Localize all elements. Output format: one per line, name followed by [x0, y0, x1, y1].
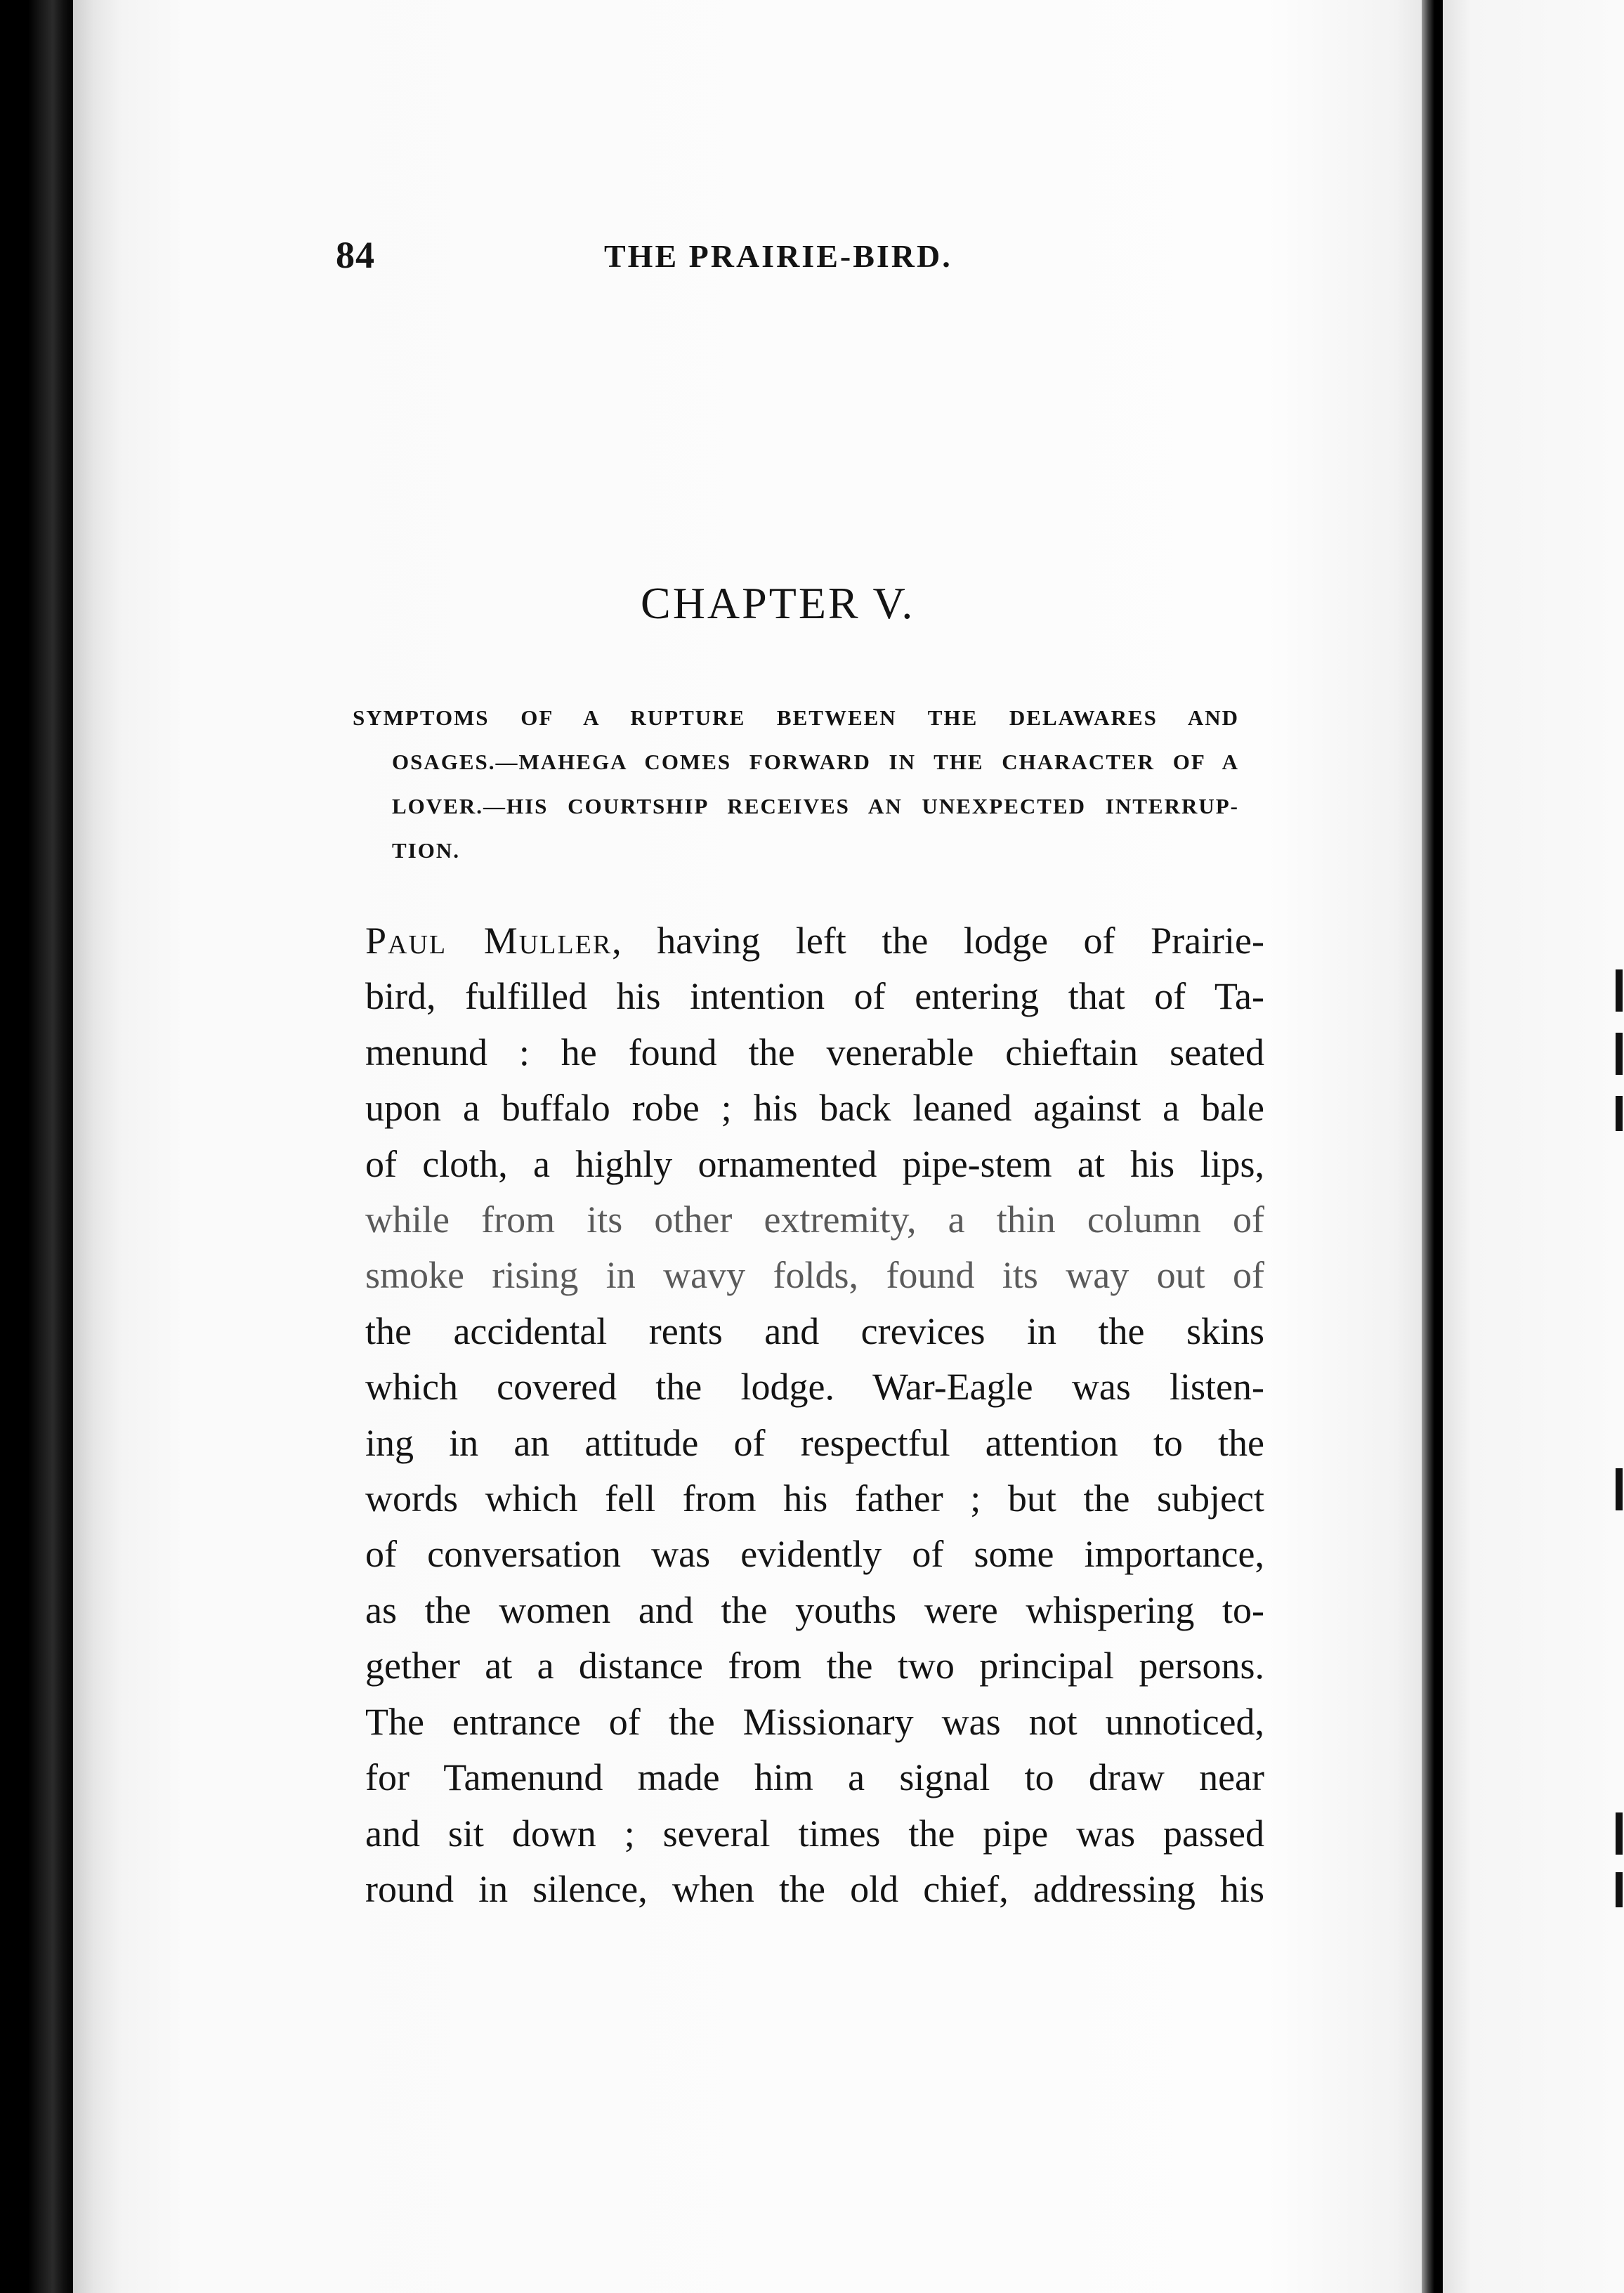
body-line: ing in an attitude of respectful attention to the: [365, 1421, 1264, 1464]
body-line: the accidental rents and crevices in the skins: [365, 1309, 1264, 1352]
synopsis-line: OSAGES.—MAHEGA COMES FORWARD IN THE CHARACTER OF A: [392, 750, 1239, 774]
body-line: The entrance of the Missionary was not unnoticed,: [365, 1700, 1264, 1743]
body-line: menund : he found the venerable chieftain seated: [365, 1031, 1264, 1073]
synopsis-line: SYMPTOMS OF A RUPTURE BETWEEN THE DELAWARES AND: [353, 705, 1239, 730]
body-line: of conversation was evidently of some importance,: [365, 1533, 1264, 1576]
running-title: THE PRAIRIE-BIRD.: [604, 238, 952, 274]
body-line: as the women and the youths were whispering to-: [365, 1588, 1264, 1631]
body-line: round in silence, when the old chief, addressing his: [365, 1867, 1264, 1910]
body-line: smoke rising in wavy folds, found its way out of: [365, 1254, 1264, 1297]
synopsis-line: TION.: [392, 838, 460, 863]
chapter-title: CHAPTER V.: [641, 578, 915, 628]
chapter-synopsis: [353, 695, 1239, 873]
body-line: for Tamenund made him a signal to draw near: [365, 1756, 1264, 1799]
body-line: while from its other extremity, a thin column of: [365, 1198, 1264, 1241]
binding-gutter: [1422, 0, 1443, 2293]
body-line: gether at a distance from the two principal persons.: [365, 1645, 1264, 1687]
body-line: upon a buffalo robe ; his back leaned against a bale: [365, 1087, 1264, 1130]
scan-left-edge: [0, 0, 73, 2293]
synopsis-line: LOVER.—HIS COURTSHIP RECEIVES AN UNEXPECTED INTERRUP-: [392, 794, 1239, 818]
page-number: 84: [336, 234, 375, 276]
body-line: bird, fulfilled his intention of entering that of Ta-: [365, 975, 1264, 1018]
adjacent-page-edge: [1443, 0, 1624, 2293]
opening-name: Paul Muller: [365, 920, 613, 962]
body-line: words which fell from his father ; but the subject: [365, 1477, 1264, 1520]
first-line-rest: , having left the lodge of Prairie-: [612, 920, 1264, 962]
body-line: of cloth, a highly ornamented pipe-stem at his lips,: [365, 1142, 1264, 1185]
body-text: [365, 913, 1264, 1917]
body-line: which covered the lodge. War-Eagle was listen-: [365, 1366, 1264, 1409]
body-line-first: [365, 913, 1264, 969]
body-line: and sit down ; several times the pipe was passed: [365, 1812, 1264, 1855]
